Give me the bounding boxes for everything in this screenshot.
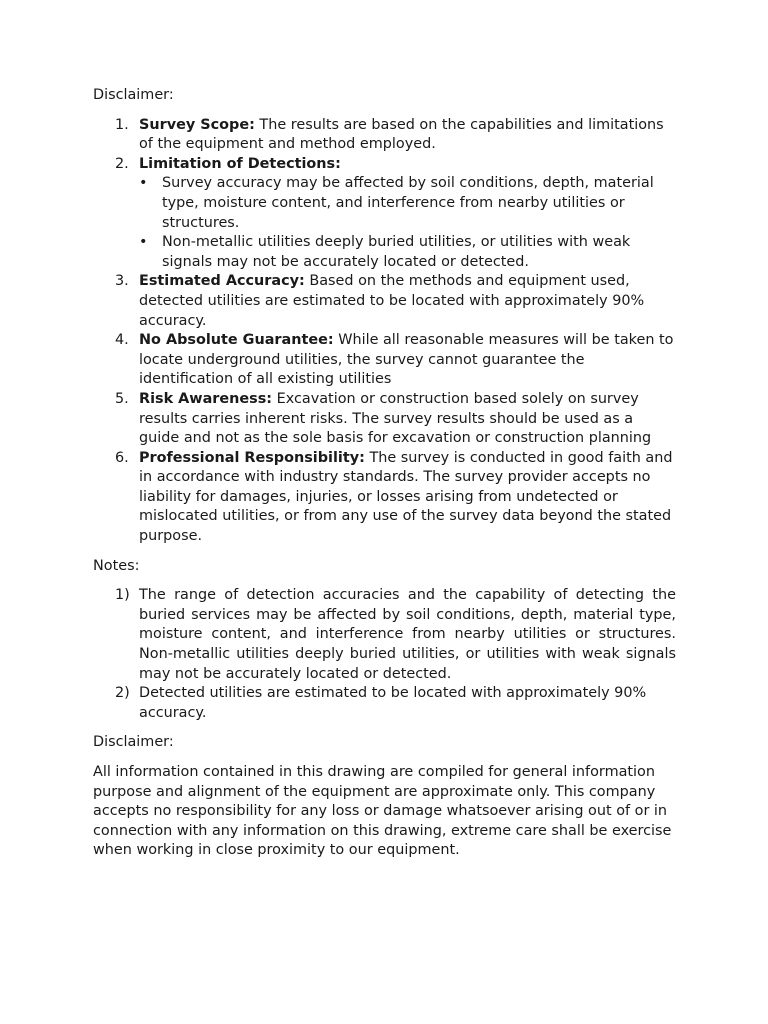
note-item xyxy=(93,586,676,684)
disclaimer-list xyxy=(93,116,676,547)
item-number: 5. xyxy=(115,390,129,407)
disclaimer2-paragraph: All information contained in this drawing are compiled for general information purpose and alignment of the equipment are approximate only. This company accepts no responsibility for any loss or damage whatsoever arising out of or in connection with any information on this drawing, extreme care shall be exercise when working in close proximity to our equipment. xyxy=(93,764,672,859)
note-number: 2) xyxy=(115,685,130,702)
note-text: Detected utilities are estimated to be located with approximately 90% accuracy. xyxy=(139,685,647,721)
bullet-text: Survey accuracy may be affected by soil conditions, depth, material type, moisture content, and interference from nearby utilities or structures. xyxy=(162,175,654,231)
list-item xyxy=(93,272,676,331)
item-title: Professional Responsibility: xyxy=(139,449,365,466)
bullet-text: Non-metallic utilities deeply buried utilities, or utilities with weak signals may not be accurately located or detected. xyxy=(162,234,631,270)
bullet-item xyxy=(139,233,676,272)
list-item xyxy=(93,449,676,547)
item-text: Based on the methods and equipment used, detected utilities are estimated to be located with approximately 90% accuracy. xyxy=(139,273,645,329)
list-item xyxy=(93,390,676,449)
item-text: The results are based on the capabilities and limitations of the equipment and method employed. xyxy=(139,116,664,153)
bullet-icon: • xyxy=(139,234,148,251)
note-number: 1) xyxy=(115,587,130,604)
item-title: No Absolute Guarantee: xyxy=(139,332,334,349)
note-item xyxy=(93,684,676,723)
disclaimer-heading: Disclaimer: xyxy=(93,87,174,103)
item-title: Risk Awareness: xyxy=(139,390,273,407)
notes-list xyxy=(93,586,676,723)
item-text: The survey is conducted in good faith and in accordance with industry standards. The survey provider accepts no liability for damages, injuries, or losses arising from undetected or mislocated utilities, or from any use of the survey data beyond the stated purpose. xyxy=(139,449,673,545)
sub-bullet-list xyxy=(139,174,676,272)
bullet-icon: • xyxy=(139,175,148,192)
item-text: Excavation or construction based solely on survey results carries inherent risks. The survey results should be used as a guide and not as the sole basis for excavation or construction planning xyxy=(139,390,652,447)
document-body xyxy=(93,86,676,861)
item-number: 3. xyxy=(115,273,129,290)
item-title: Estimated Accuracy: xyxy=(139,273,305,290)
list-item xyxy=(93,155,676,273)
note-text: The range of detection accuracies and the capability of detecting the buried services may be affected by soil conditions, depth, material type, moisture content, and interference from nearby utilities or structures. Non-metallic utilities deeply buried utilities, or utilities with weak signals may not be accurately located or detected. xyxy=(139,587,676,682)
item-number: 4. xyxy=(115,332,129,349)
bullet-item xyxy=(139,174,676,233)
item-title: Survey Scope: xyxy=(139,116,255,133)
item-text: While all reasonable measures will be taken to locate underground utilities, the survey cannot guarantee the identification of all existing utilities xyxy=(139,332,674,388)
list-item xyxy=(93,116,676,155)
item-number: 6. xyxy=(115,449,129,466)
list-item xyxy=(93,331,676,390)
item-number: 1. xyxy=(115,116,129,133)
notes-heading: Notes: xyxy=(93,557,140,574)
item-number: 2. xyxy=(115,155,129,172)
item-title: Limitation of Detections: xyxy=(139,155,341,172)
disclaimer2-heading: Disclaimer: xyxy=(93,734,174,751)
